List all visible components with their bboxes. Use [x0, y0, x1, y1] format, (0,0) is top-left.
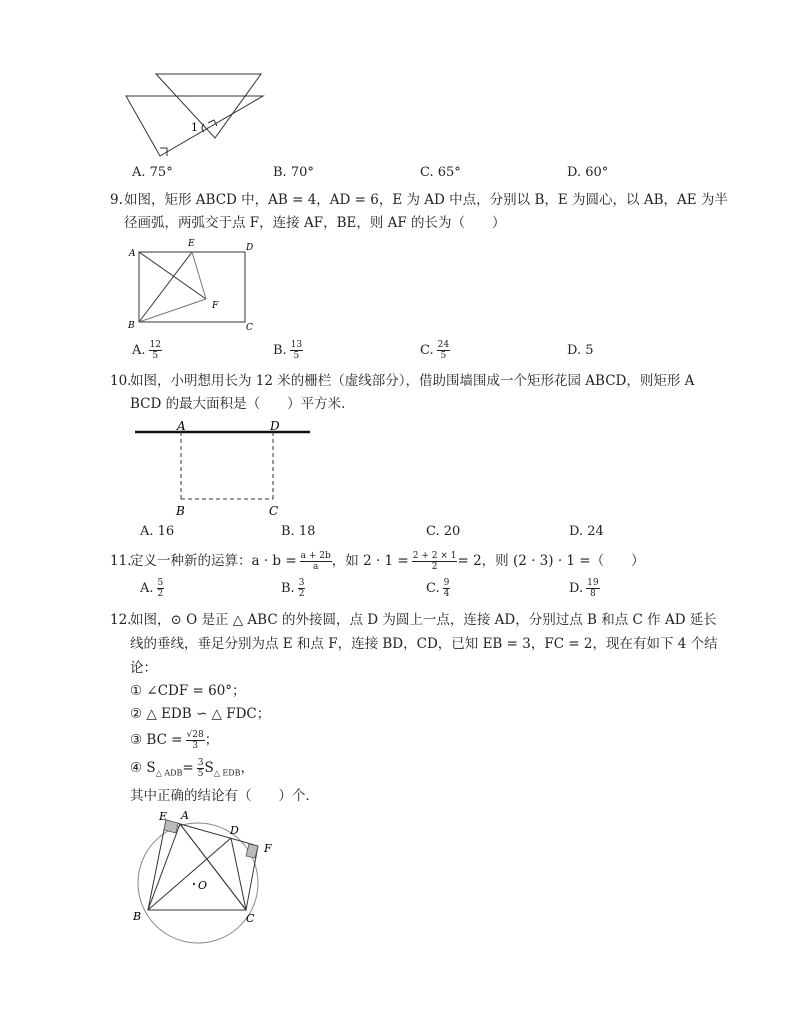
q12-text-line3: 论：: [130, 660, 157, 676]
q10-option-c[interactable]: C. 20: [426, 524, 461, 539]
q9-option-a-num: 12: [149, 340, 161, 350]
q10-number: 10.: [110, 373, 132, 389]
q10-option-b[interactable]: B. 18: [281, 524, 316, 539]
q12-text-line2: 线的垂线，垂足分别为点 E 和点 F，连接 BD，CD，已知 EB = 3，FC = 2，现在有如下 4 个结: [130, 636, 718, 652]
q9-label-f: F: [212, 301, 219, 311]
q12-number: 12.: [110, 612, 132, 628]
q8-option-b[interactable]: B. 70°: [273, 165, 314, 180]
q12-label-o: O: [198, 879, 208, 892]
q9-option-c-den: 5: [440, 351, 447, 361]
q10-text-line2: BCD 的最大面积是（ ）平方米．: [130, 396, 355, 412]
q12-c4-num: 3: [197, 758, 204, 768]
q11-option-b[interactable]: [281, 578, 305, 599]
q9-label-d: D: [246, 243, 254, 253]
q12-question: 其中正确的结论有（ ）个．: [130, 788, 319, 804]
q9-text-line1: 如图，矩形 ABCD 中，AB = 4，AD = 6，E 为 AD 中点，分别以 B，E 为圆心，以 AB，AE 为半: [124, 192, 728, 208]
q12-c3-den: 3: [192, 741, 198, 751]
q11-option-c[interactable]: [426, 578, 450, 599]
q11-option-a-num: 5: [157, 578, 164, 588]
q9-text-line2: 径画弧，两弧交于点 F，连接 AF，BE，则 AF 的长为（ ）: [124, 215, 506, 231]
q10-label-c: C: [269, 504, 279, 518]
q10-label-b: B: [176, 504, 185, 518]
q8-option-a[interactable]: A. 75°: [132, 165, 173, 180]
q11-def-fraction: [300, 551, 332, 572]
q11-option-b-prefix: B.: [281, 581, 295, 596]
q12-center-point: [193, 883, 195, 885]
q9-option-c-prefix: C.: [420, 343, 434, 358]
q12-c4-sub2: △ EDB: [213, 768, 241, 778]
q12-c4-eq: =: [182, 760, 194, 776]
q11-option-b-fraction: [298, 578, 306, 599]
q9-label-b: B: [128, 321, 135, 331]
q11-ex-den: 2: [431, 562, 438, 572]
q11-ex-num: 2 + 2 × 1: [412, 551, 457, 561]
q12-conclusion-3: [130, 730, 218, 751]
q11-option-b-den: 2: [298, 589, 305, 599]
q11-option-d[interactable]: [569, 578, 600, 599]
q10-label-a: A: [177, 419, 186, 433]
q9-option-a-prefix: A.: [132, 343, 146, 358]
q11-option-a-den: 2: [157, 589, 164, 599]
q9-number: 9.: [110, 192, 123, 208]
q10-option-d[interactable]: D. 24: [569, 524, 604, 539]
q8-angle-label: 1: [191, 121, 198, 134]
q12-c3-b: ；: [204, 732, 219, 748]
q9-option-a-fraction: [149, 340, 162, 361]
q12-c4-b: S: [204, 760, 214, 776]
q11-text-b: ，如 2 · 1 =: [331, 553, 409, 569]
q12-c3-fraction: [186, 730, 205, 751]
q11-option-d-num: 19: [587, 578, 599, 588]
q12-c4-end: ，: [240, 760, 255, 776]
q9-option-c[interactable]: [420, 340, 450, 361]
q12-label-c: C: [246, 912, 255, 925]
q11-example-fraction: [412, 551, 458, 572]
q12-conclusion-1: ① ∠CDF = 60°；: [130, 683, 246, 699]
q11-number: 11.: [110, 553, 132, 569]
q11-option-d-den: 8: [589, 589, 596, 599]
q11-option-a-prefix: A.: [140, 581, 154, 596]
q12-label-b: B: [133, 910, 142, 923]
q9-option-b-fraction: [290, 340, 303, 361]
q11-option-b-num: 3: [298, 578, 305, 588]
q11-text-a: 定义一种新的运算：a · b =: [130, 553, 297, 569]
q12-figure: [128, 810, 288, 945]
q10-option-a[interactable]: A. 16: [140, 524, 175, 539]
q11-option-a-fraction: [157, 578, 165, 599]
q9-option-b-den: 5: [293, 351, 300, 361]
q9-figure: [125, 236, 260, 336]
q9-rectangle: [139, 252, 245, 322]
q10-label-d: D: [270, 419, 280, 433]
q12-c4-a: ④ S: [130, 760, 156, 776]
q12-label-d: D: [230, 824, 239, 837]
q9-segment-bf: [139, 299, 206, 322]
q9-option-b-prefix: B.: [273, 343, 287, 358]
q9-option-c-fraction: [437, 340, 450, 361]
q9-option-d[interactable]: D. 5: [567, 343, 594, 358]
q12-label-a: A: [181, 809, 189, 822]
q11-text-c: = 2，则 (2 · 3) · 1 =（ ）: [457, 553, 645, 569]
q12-c4-den: 5: [197, 769, 204, 779]
q9-option-a-den: 5: [152, 351, 159, 361]
q12-segment-ad-extended: [166, 820, 258, 846]
q12-c3-num: √28: [186, 730, 204, 740]
q12-conclusion-4: [130, 758, 254, 784]
q9-option-b-num: 13: [290, 340, 303, 350]
q11-option-d-prefix: D.: [569, 581, 584, 596]
q11-text: [130, 551, 645, 572]
q10-figure: [130, 418, 320, 518]
q8-option-c[interactable]: C. 65°: [420, 165, 461, 180]
q11-option-c-fraction: [443, 578, 451, 599]
q9-option-c-num: 24: [437, 340, 450, 350]
q11-def-num: a + 2b: [300, 551, 331, 561]
q9-segment-af: [139, 252, 206, 299]
q12-label-f: F: [264, 842, 272, 855]
q9-label-e: E: [188, 239, 195, 249]
q11-option-a[interactable]: [140, 578, 164, 599]
q9-label-c: C: [246, 323, 253, 333]
q12-segment-cd: [231, 838, 246, 910]
q8-figure: [120, 70, 270, 165]
q9-segment-be: [139, 252, 192, 322]
q11-def-den: a: [313, 562, 319, 572]
q12-c4-sub1: △ ADB: [155, 768, 183, 778]
q10-text-line1: 如图，小明想用长为 12 米的栅栏（虚线部分），借助围墙围成一个矩形花园 ABCD，则矩形 A: [130, 373, 695, 389]
q11-option-c-num: 9: [443, 578, 450, 588]
q12-c3-a: ③ BC =: [130, 732, 183, 748]
q11-option-c-prefix: C.: [426, 581, 440, 596]
q12-text-line1: 如图，⊙ O 是正 △ ABC 的外接圆，点 D 为圆上一点，连接 AD，分别过点 B 和点 C 作 AD 延长: [130, 612, 717, 628]
q12-label-e: E: [159, 810, 168, 823]
q12-conclusion-2: ② △ EDB ∽ △ FDC；: [130, 706, 271, 722]
q9-label-a: A: [129, 249, 136, 259]
q9-option-a[interactable]: [132, 340, 162, 361]
q9-segment-ef: [192, 252, 206, 299]
q11-option-d-fraction: [586, 578, 599, 599]
q8-option-d[interactable]: D. 60°: [567, 165, 609, 180]
q9-option-b[interactable]: [273, 340, 303, 361]
q11-option-c-den: 4: [443, 589, 450, 599]
